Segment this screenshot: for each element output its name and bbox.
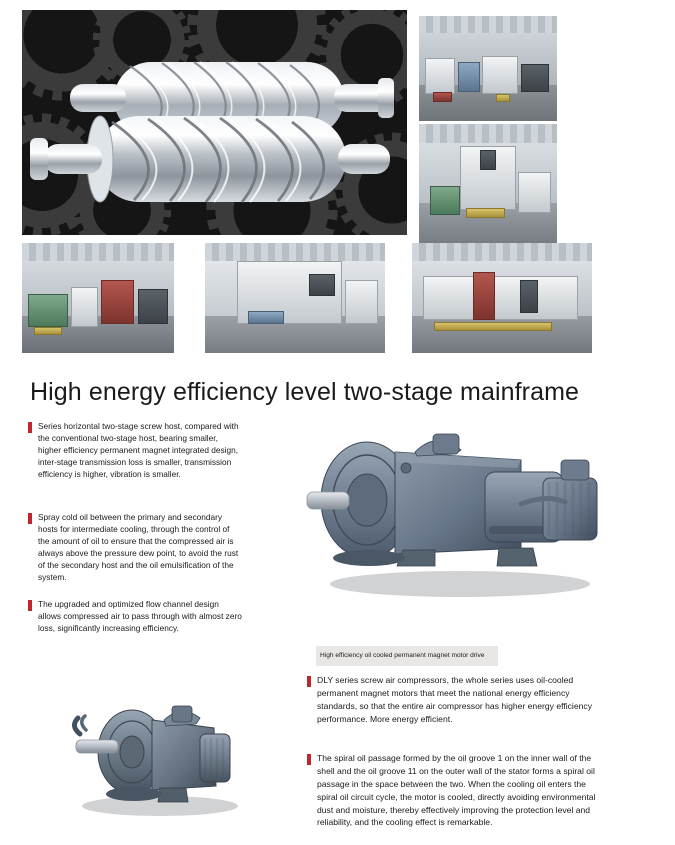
bullet-text: DLY series screw air compressors, the whole series uses oil-cooled permanent magnet motors that meet the national energy efficiency standards, so that the entire air compressor has higher energy efficiency performance. More energy efficient. bbox=[317, 675, 592, 724]
bullet-item-3 bbox=[28, 598, 242, 634]
laser-cutting-workshop bbox=[412, 243, 592, 353]
cnc-machine-center-2 bbox=[205, 243, 385, 353]
bullet-item-5 bbox=[307, 752, 607, 829]
bullet-item-1 bbox=[28, 420, 242, 480]
bullet-text: Series horizontal two-stage screw host, compared with the conventional two-stage host, bearing smaller, higher efficiency permanent magnet integrated design, inter-stage transmission loss is smaller, transmission efficiency is higher, vibration is smaller. bbox=[38, 421, 239, 480]
oil-cooled-pm-motor-render bbox=[60, 690, 250, 820]
motor-caption-text: High efficiency oil cooled permanent magnet motor drive bbox=[320, 651, 485, 659]
bullet-marker-icon bbox=[307, 754, 311, 765]
motor-caption bbox=[316, 646, 498, 666]
bullet-text: Spray cold oil between the primary and secondary hosts for intermediate cooling, through the control of the amount of oil to ensure that the compressed air is always above the pressure dew point, to avoid the rust of the secondary host and the oil emulsification of the system. bbox=[38, 512, 239, 583]
screw-rotor-illustration bbox=[22, 10, 407, 235]
image-gallery bbox=[22, 10, 654, 355]
bullet-marker-icon bbox=[28, 513, 32, 524]
bullet-marker-icon bbox=[28, 600, 32, 611]
bullet-item-4 bbox=[307, 674, 607, 726]
bullet-marker-icon bbox=[28, 422, 32, 433]
two-stage-mainframe-render bbox=[285, 408, 615, 608]
bullet-item-2 bbox=[28, 511, 242, 583]
factory-assembly-line-1 bbox=[419, 16, 557, 121]
page-title: High energy efficiency level two-stage mainframe bbox=[30, 378, 580, 406]
bullet-text: The upgraded and optimized flow channel design allows compressed air to pass through with almost zero loss, significantly increasing efficiency. bbox=[38, 599, 242, 634]
bullet-marker-icon bbox=[307, 676, 311, 687]
cnc-machining-center bbox=[419, 124, 557, 244]
production-line-left bbox=[22, 243, 174, 353]
bullet-text: The spiral oil passage formed by the oil groove 1 on the inner wall of the shell and the oil groove 11 on the outer wall of the stator forms a spiral oil passage in the space between the two. When the cooling oil enters the spiral oil circuit cycle, the motor is cooled, directly avoiding environmental dust and moisture, thereby effectively improving the protection level and reliability, and the cooling effect is remarkable. bbox=[317, 753, 596, 828]
twin-screw-rotors-hero bbox=[22, 10, 407, 235]
